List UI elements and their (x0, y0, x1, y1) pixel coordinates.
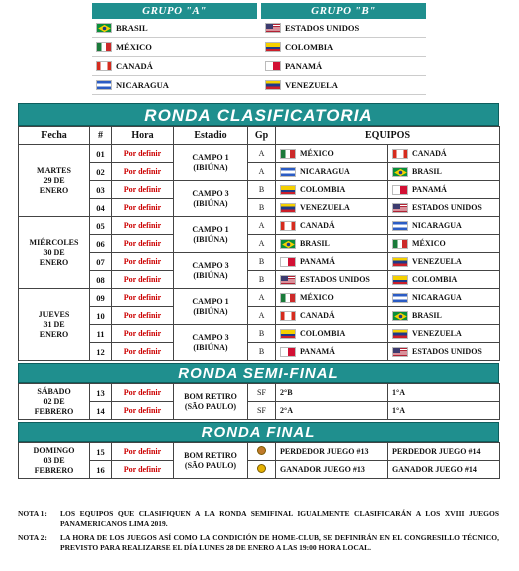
stadium-cell (174, 217, 248, 253)
team-name: NICARAGUA (300, 167, 350, 176)
round-final-title: RONDA FINAL (18, 422, 499, 442)
stadium-cell (174, 181, 248, 217)
team-cell (276, 271, 388, 289)
text-line: (SÃO PAULO) (184, 460, 237, 470)
team-name: COLOMBIA (285, 42, 334, 52)
team-name: CANADÁ (300, 311, 335, 320)
brasil-flag-icon (392, 311, 408, 321)
team-cell (276, 163, 388, 181)
game-row (19, 343, 500, 361)
note-1 (18, 509, 499, 529)
team-name: BRASIL (116, 23, 148, 33)
schedule-table (18, 103, 499, 479)
group-a-team (92, 38, 257, 56)
game-time: Por definir (112, 289, 174, 307)
game-row (19, 384, 500, 402)
team-cell (388, 289, 500, 307)
team-name: BRASIL (300, 239, 330, 248)
canadá-flag-icon (280, 221, 296, 231)
team-name: MÉXICO (300, 293, 334, 302)
game-number: 06 (90, 235, 112, 253)
team-cell (388, 307, 500, 325)
team-name: MÉXICO (412, 239, 446, 248)
team-cell (276, 235, 388, 253)
team-name: VENEZUELA (412, 257, 462, 266)
group-cell: A (248, 307, 276, 325)
text-line: MARTES (37, 165, 71, 175)
team-name: PANAMÁ (285, 61, 323, 71)
group-cell: SF (248, 402, 276, 420)
header-hora: Hora (112, 127, 174, 145)
usa-flag (265, 23, 281, 33)
game-time: Por definir (112, 461, 174, 479)
team-cell (276, 217, 388, 235)
game-time: Por definir (112, 325, 174, 343)
group-cell: A (248, 235, 276, 253)
venezuela-flag-icon (280, 203, 296, 213)
team-name: ESTADOS UNIDOS (412, 203, 482, 212)
note-text: LA HORA DE LOS JUEGOS ASÍ COMO LA CONDICIÓN DE HOME-CLUB, SE DEFINIRÁN EN EL CONGRESILLO TÉCNICO, PREVISTO PARA REALIZARSE EL DÍA LUNES 28 DE ENERO A LAS 19:00 HORA LOCAL. (60, 533, 499, 552)
group-cell: B (248, 325, 276, 343)
game-row (19, 443, 500, 461)
text-line: 31 DE (43, 319, 65, 329)
team-name: 1°A (392, 406, 405, 415)
text-line: FEBRERO (34, 406, 74, 416)
panamá-flag-icon (392, 185, 408, 195)
team-cell (276, 343, 388, 361)
game-row (19, 253, 500, 271)
brasil-flag-icon (392, 167, 408, 177)
team-cell (388, 461, 500, 479)
game-row (19, 289, 500, 307)
text-line: 30 DE (43, 247, 65, 257)
game-time: Por definir (112, 307, 174, 325)
team-name: PANAMÁ (300, 257, 335, 266)
text-line: (IBIÚNA) (193, 234, 228, 244)
panamá-flag-icon (280, 257, 296, 267)
text-line: CAMPO 3 (192, 260, 229, 270)
text-line: (SÃO PAULO) (184, 401, 237, 411)
stadium-cell (174, 384, 248, 420)
nicaragua-flag-icon (280, 167, 296, 177)
game-row (19, 402, 500, 420)
game-row (19, 145, 500, 163)
team-cell (276, 461, 388, 479)
team-name: NICARAGUA (116, 80, 169, 90)
team-name: CANADÁ (116, 61, 153, 71)
text-line: CAMPO 1 (192, 152, 229, 162)
team-name: PERDEDOR JUEGO #13 (280, 447, 369, 456)
game-time: Por definir (112, 181, 174, 199)
text-line: ENERO (39, 185, 69, 195)
game-row (19, 307, 500, 325)
notes (18, 509, 499, 557)
game-time: Por definir (112, 402, 174, 420)
stadium-cell (174, 289, 248, 325)
team-name: VENEZUELA (412, 329, 462, 338)
group-b-team (261, 19, 426, 37)
semifinal-table (18, 383, 500, 420)
game-time: Por definir (112, 145, 174, 163)
text-line: ENERO (39, 257, 69, 267)
stadium-cell (174, 145, 248, 181)
game-row (19, 181, 500, 199)
game-time: Por definir (112, 253, 174, 271)
team-cell (388, 199, 500, 217)
team-cell (388, 384, 500, 402)
group-a-team (92, 76, 257, 94)
text-line: MIÉRCOLES (29, 237, 79, 247)
team-name: NICARAGUA (412, 221, 462, 230)
team-cell (388, 217, 500, 235)
text-line: JUEVES (38, 309, 70, 319)
text-line: (IBIÚNA) (193, 270, 228, 280)
header-gp: Gp (248, 127, 276, 145)
team-cell (388, 235, 500, 253)
game-time: Por definir (112, 343, 174, 361)
team-name: 2°B (280, 388, 293, 397)
text-line: SÁBADO (37, 386, 71, 396)
team-name: PANAMÁ (412, 185, 447, 194)
team-cell (276, 253, 388, 271)
stadium-cell (174, 443, 248, 479)
group-b-title: GRUPO "B" (261, 3, 426, 19)
venezuela-flag-icon (392, 329, 408, 339)
game-row (19, 271, 500, 289)
group-b-team (261, 38, 426, 56)
méxico-flag-icon (280, 293, 296, 303)
game-number: 15 (90, 443, 112, 461)
team-name: PANAMÁ (300, 347, 335, 356)
group-cell: B (248, 253, 276, 271)
date-cell (19, 217, 90, 289)
team-name: PERDEDOR JUEGO #14 (392, 447, 481, 456)
game-number: 08 (90, 271, 112, 289)
group-a-title: GRUPO "A" (92, 3, 257, 19)
colombia-flag-icon (392, 275, 408, 285)
group-row (92, 38, 426, 57)
team-name: BRASIL (412, 311, 442, 320)
game-number: 05 (90, 217, 112, 235)
text-line: FEBRERO (34, 465, 74, 475)
note-2 (18, 533, 499, 553)
team-name: VENEZUELA (300, 203, 350, 212)
brazil-flag (96, 23, 112, 33)
group-cell: A (248, 217, 276, 235)
team-cell (276, 289, 388, 307)
nicaragua-flag-icon (392, 293, 408, 303)
team-cell (388, 163, 500, 181)
text-line: 29 DE (43, 175, 65, 185)
team-cell (276, 145, 388, 163)
game-row (19, 461, 500, 479)
game-number: 09 (90, 289, 112, 307)
game-time: Por definir (112, 443, 174, 461)
text-line: ENERO (39, 329, 69, 339)
round-semifinal-title: RONDA SEMI-FINAL (18, 363, 499, 383)
header-estadio: Estadio (174, 127, 248, 145)
game-number: 16 (90, 461, 112, 479)
text-line: CAMPO 1 (192, 224, 229, 234)
team-cell (388, 343, 500, 361)
team-name: 1°A (392, 388, 405, 397)
colombia-flag-icon (280, 185, 296, 195)
team-cell (276, 325, 388, 343)
venezuela-flag (265, 80, 281, 90)
game-row (19, 235, 500, 253)
text-line: DOMINGO (33, 445, 75, 455)
game-row (19, 199, 500, 217)
team-cell (276, 199, 388, 217)
text-line: 02 DE (43, 396, 65, 406)
team-cell (388, 271, 500, 289)
venezuela-flag-icon (392, 257, 408, 267)
bronze-medal-icon (257, 446, 266, 455)
team-name: MÉXICO (300, 149, 334, 158)
team-cell (276, 443, 388, 461)
team-name: COLOMBIA (300, 329, 346, 338)
medal-cell (248, 461, 276, 479)
group-row (92, 57, 426, 76)
text-line: CAMPO 3 (192, 332, 229, 342)
game-time: Por definir (112, 271, 174, 289)
team-name: GANADOR JUEGO #13 (280, 465, 365, 474)
game-row (19, 163, 500, 181)
canadá-flag-icon (392, 149, 408, 159)
colombia-flag-icon (280, 329, 296, 339)
game-number: 13 (90, 384, 112, 402)
team-name: MÉXICO (116, 42, 152, 52)
game-number: 01 (90, 145, 112, 163)
final-table (18, 442, 500, 479)
team-name: CANADÁ (412, 149, 447, 158)
panama-flag (265, 61, 281, 71)
team-cell (388, 145, 500, 163)
game-number: 02 (90, 163, 112, 181)
canadá-flag-icon (280, 311, 296, 321)
team-cell (388, 402, 500, 420)
group-b-team (261, 76, 426, 94)
date-cell (19, 145, 90, 217)
group-cell: A (248, 145, 276, 163)
text-line: (IBIÚNA) (193, 162, 228, 172)
header-equipos: EQUIPOS (276, 127, 500, 145)
team-cell (276, 181, 388, 199)
game-time: Por definir (112, 384, 174, 402)
group-a-team (92, 19, 257, 37)
colombia-flag (265, 42, 281, 52)
gold-medal-icon (257, 464, 266, 473)
group-cell: A (248, 163, 276, 181)
note-label: NOTA 1: (18, 509, 47, 518)
group-cell: B (248, 271, 276, 289)
text-line: (IBIÚNA) (193, 198, 228, 208)
brasil-flag-icon (280, 239, 296, 249)
group-cell: B (248, 199, 276, 217)
méxico-flag-icon (392, 239, 408, 249)
team-name: COLOMBIA (412, 275, 458, 284)
estados-unidos-flag-icon (280, 275, 296, 285)
team-name: VENEZUELA (285, 80, 338, 90)
team-name: ESTADOS UNIDOS (285, 23, 360, 33)
game-time: Por definir (112, 235, 174, 253)
team-cell (388, 181, 500, 199)
team-name: ESTADOS UNIDOS (412, 347, 482, 356)
stadium-cell (174, 325, 248, 361)
header-num: # (90, 127, 112, 145)
game-number: 07 (90, 253, 112, 271)
team-name: CANADÁ (300, 221, 335, 230)
game-time: Por definir (112, 199, 174, 217)
game-number: 10 (90, 307, 112, 325)
team-name: COLOMBIA (300, 185, 346, 194)
game-number: 04 (90, 199, 112, 217)
estados-unidos-flag-icon (392, 203, 408, 213)
date-cell (19, 384, 90, 420)
game-number: 11 (90, 325, 112, 343)
text-line: CAMPO 1 (192, 296, 229, 306)
team-cell (276, 307, 388, 325)
header-fecha: Fecha (19, 127, 90, 145)
game-row (19, 325, 500, 343)
team-cell (388, 443, 500, 461)
date-cell (19, 289, 90, 361)
game-number: 12 (90, 343, 112, 361)
groups-table (92, 3, 426, 95)
team-name: ESTADOS UNIDOS (300, 275, 370, 284)
méxico-flag-icon (280, 149, 296, 159)
mexico-flag (96, 42, 112, 52)
team-name: 2°A (280, 406, 293, 415)
game-number: 14 (90, 402, 112, 420)
game-row (19, 217, 500, 235)
group-b-team (261, 57, 426, 75)
team-name: NICARAGUA (412, 293, 462, 302)
text-line: CAMPO 3 (192, 188, 229, 198)
estados-unidos-flag-icon (392, 347, 408, 357)
group-cell: A (248, 289, 276, 307)
note-text: LOS EQUIPOS QUE CLASIFIQUEN A LA RONDA SEMIFINAL IGUALMENTE CLASIFICARÁN A LOS XVIII JUEGOS PANAMERICANOS LIMA 2019. (60, 509, 499, 528)
text-line: BOM RETIRO (184, 391, 237, 401)
text-line: (IBIÚNA) (193, 342, 228, 352)
team-cell (388, 325, 500, 343)
text-line: 03 DE (43, 455, 65, 465)
round-clasificatoria-title: RONDA CLASIFICATORIA (18, 103, 499, 126)
note-label: NOTA 2: (18, 533, 47, 542)
team-cell (276, 402, 388, 420)
nicaragua-flag-icon (392, 221, 408, 231)
nicaragua-flag (96, 80, 112, 90)
game-time: Por definir (112, 163, 174, 181)
canada-flag (96, 61, 112, 71)
team-cell (276, 384, 388, 402)
team-name: BRASIL (412, 167, 442, 176)
medal-cell (248, 443, 276, 461)
game-number: 03 (90, 181, 112, 199)
group-a-team (92, 57, 257, 75)
text-line: BOM RETIRO (184, 450, 237, 460)
panamá-flag-icon (280, 347, 296, 357)
team-cell (388, 253, 500, 271)
group-cell: B (248, 343, 276, 361)
team-name: GANADOR JUEGO #14 (392, 465, 477, 474)
stadium-cell (174, 253, 248, 289)
date-cell (19, 443, 90, 479)
group-cell: B (248, 181, 276, 199)
text-line: (IBIÚNA) (193, 306, 228, 316)
group-cell: SF (248, 384, 276, 402)
game-time: Por definir (112, 217, 174, 235)
clasificatoria-table (18, 126, 500, 361)
group-row (92, 76, 426, 95)
group-row (92, 19, 426, 38)
